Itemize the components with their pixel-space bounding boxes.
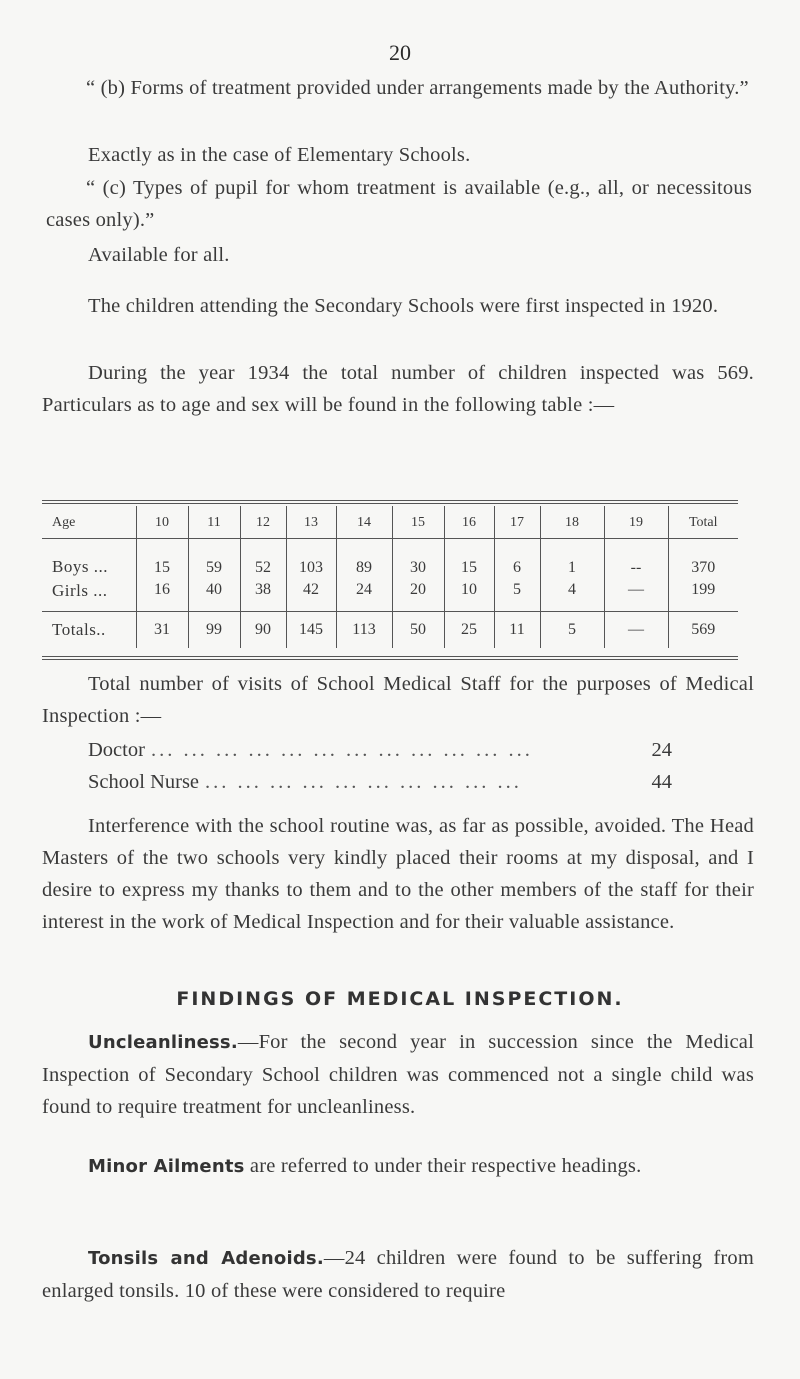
leader-dots: ... ... ... ... ... ... ... ... ... ... ... ... bbox=[150, 739, 533, 761]
page-number: 20 bbox=[389, 40, 411, 65]
table-cell: 113 bbox=[336, 612, 392, 649]
visits-intro-paragraph: Total number of visits of School Medical Staff for the purposes of Medical Inspection :— bbox=[42, 673, 754, 727]
table-cell: 10 bbox=[444, 579, 494, 612]
table-row-girls bbox=[42, 579, 738, 612]
visits-nurse-line bbox=[88, 766, 672, 798]
first-inspected-paragraph: The children attending the Secondary Schools were first inspected in 1920. bbox=[88, 295, 719, 317]
table-cell: 52 bbox=[240, 539, 286, 580]
table-header-row bbox=[42, 506, 738, 539]
during-year-paragraph: During the year 1934 the total number of children inspected was 569. Particulars as to age and sex will be found in the following table :— bbox=[42, 362, 754, 416]
table-cell: 15 bbox=[444, 539, 494, 580]
table-cell: 89 bbox=[336, 539, 392, 580]
table-row-boys bbox=[42, 539, 738, 580]
table-cell: 30 bbox=[392, 539, 444, 580]
uncleanliness-text: —For the second year in succession since the Medical Inspection of Secondary School children was commenced not a single child was found to require treatment for uncleanliness. bbox=[42, 1031, 754, 1118]
table-bottom-rule-2 bbox=[42, 659, 738, 660]
table-cell-total: 569 bbox=[668, 612, 738, 649]
header-age-17: 17 bbox=[494, 506, 540, 539]
table-cell: 5 bbox=[540, 612, 604, 649]
header-age-11: 11 bbox=[188, 506, 240, 539]
tonsils-text: —24 children were found to be suffering from enlarged tonsils. 10 of these were considered to require bbox=[42, 1247, 754, 1302]
table-cell-total: 370 bbox=[668, 539, 738, 580]
table-bottom-rule bbox=[42, 656, 738, 657]
table-row-totals bbox=[42, 612, 738, 649]
table-cell: 15 bbox=[136, 539, 188, 580]
header-total: Total bbox=[668, 506, 738, 539]
clause-c-heading: “ (c) Types of pupil for whom treatment is available (e.g., all, or necessitous cases only).” bbox=[46, 177, 752, 231]
table-cell: 20 bbox=[392, 579, 444, 612]
table-cell: 4 bbox=[540, 579, 604, 612]
visits-doctor-label: Doctor bbox=[88, 739, 145, 761]
visits-nurse-value: 44 bbox=[651, 771, 672, 793]
visits-doctor-value: 24 bbox=[651, 739, 672, 761]
uncleanliness-paragraph bbox=[42, 1026, 754, 1123]
header-age-18: 18 bbox=[540, 506, 604, 539]
table-cell: -- bbox=[604, 539, 668, 580]
tonsils-heading: Tonsils and Adenoids. bbox=[88, 1248, 324, 1269]
header-age-10: 10 bbox=[136, 506, 188, 539]
table-cell: 50 bbox=[392, 612, 444, 649]
header-age-15: 15 bbox=[392, 506, 444, 539]
header-age-19: 19 bbox=[604, 506, 668, 539]
table-cell: 5 bbox=[494, 579, 540, 612]
table-cell: — bbox=[604, 612, 668, 649]
table-cell: 90 bbox=[240, 612, 286, 649]
header-age-14: 14 bbox=[336, 506, 392, 539]
table-cell: 24 bbox=[336, 579, 392, 612]
table-cell: 99 bbox=[188, 612, 240, 649]
table-cell: 16 bbox=[136, 579, 188, 612]
minor-ailments-heading: Minor Ailments bbox=[88, 1156, 245, 1177]
header-age-16: 16 bbox=[444, 506, 494, 539]
row-label: Boys ... bbox=[52, 557, 108, 576]
table-cell: 59 bbox=[188, 539, 240, 580]
clause-c-answer: Available for all. bbox=[88, 244, 230, 266]
header-age-13: 13 bbox=[286, 506, 336, 539]
table-top-rule-2 bbox=[42, 503, 738, 504]
table-cell: 11 bbox=[494, 612, 540, 649]
clause-b-answer: Exactly as in the case of Elementary Schools. bbox=[88, 144, 471, 166]
table-cell: 38 bbox=[240, 579, 286, 612]
uncleanliness-heading: Uncleanliness. bbox=[88, 1032, 238, 1053]
table-cell: — bbox=[604, 579, 668, 612]
visits-nurse-label: School Nurse bbox=[88, 771, 200, 793]
visits-doctor-line bbox=[88, 734, 672, 766]
tonsils-paragraph bbox=[42, 1242, 754, 1307]
minor-ailments-paragraph bbox=[42, 1150, 754, 1183]
minor-ailments-text: are referred to under their respective headings. bbox=[244, 1155, 642, 1177]
findings-heading: FINDINGS OF MEDICAL INSPECTION. bbox=[176, 988, 624, 1010]
age-sex-table bbox=[42, 506, 738, 648]
table-cell-total: 199 bbox=[668, 579, 738, 612]
table-cell: 31 bbox=[136, 612, 188, 649]
table-cell: 6 bbox=[494, 539, 540, 580]
row-label: Totals.. bbox=[52, 620, 106, 639]
table-top-rule bbox=[42, 500, 738, 501]
interference-paragraph: Interference with the school routine was, as far as possible, avoided. The Head Masters of the two schools very kindly placed their rooms at my disposal, and I desire to express my thanks to them and to the other members of the staff for their interest in the work of Medical Inspection and for their valuable assistance. bbox=[42, 815, 754, 933]
table-cell: 25 bbox=[444, 612, 494, 649]
table-cell: 40 bbox=[188, 579, 240, 612]
clause-b-heading: “ (b) Forms of treatment provided under arrangements made by the Authority.” bbox=[86, 77, 749, 99]
leader-dots: ... ... ... ... ... ... ... ... ... ... bbox=[205, 771, 522, 793]
header-age: Age bbox=[42, 506, 136, 539]
table-cell: 145 bbox=[286, 612, 336, 649]
table-cell: 1 bbox=[540, 539, 604, 580]
header-age-12: 12 bbox=[240, 506, 286, 539]
row-label: Girls ... bbox=[42, 579, 136, 612]
table-cell: 42 bbox=[286, 579, 336, 612]
table-cell: 103 bbox=[286, 539, 336, 580]
